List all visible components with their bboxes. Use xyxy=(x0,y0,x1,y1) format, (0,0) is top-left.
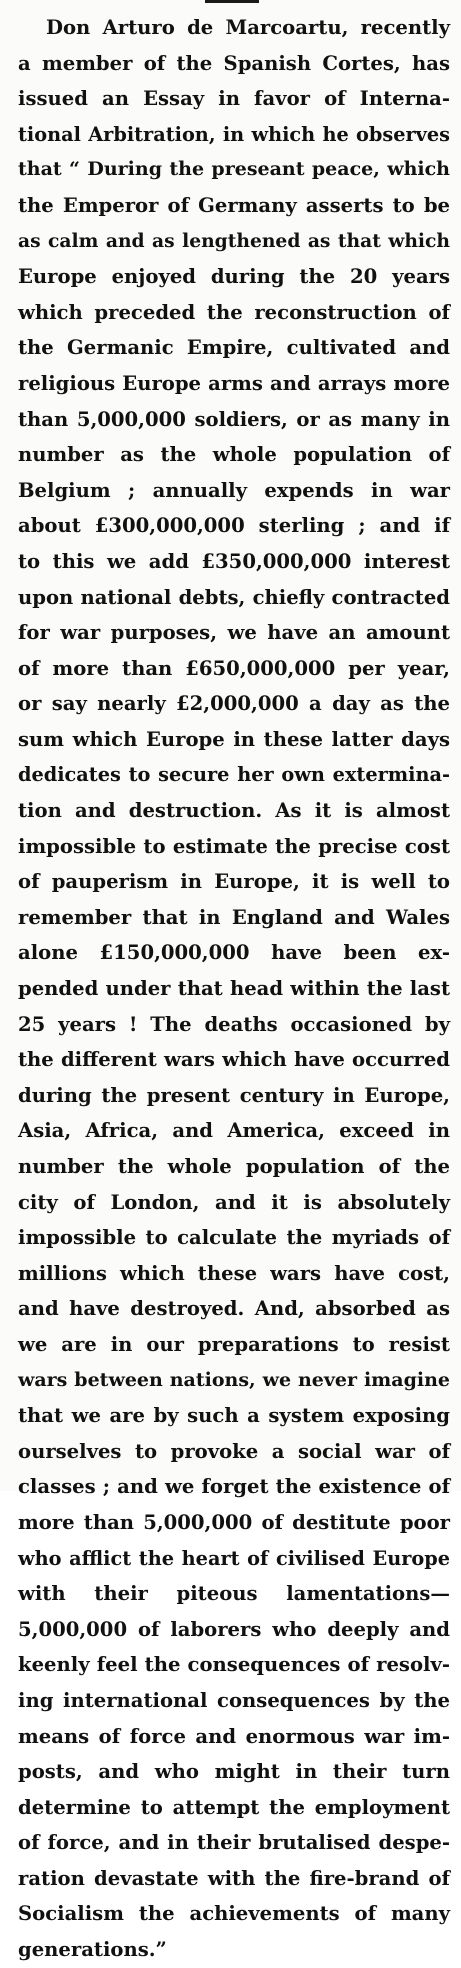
article-line: number as the whole population of xyxy=(18,443,450,467)
article-line: ourselves to provoke a social war of xyxy=(18,1439,450,1463)
article-line: that “ During the preseant peace, which xyxy=(18,158,450,181)
article-line: issued an Essay in favor of Interna- xyxy=(18,87,450,111)
article-line: alone £150,000,000 have been ex- xyxy=(18,941,450,965)
article-line: tion and destruction. As it is almost xyxy=(18,799,450,823)
article-line: Europe enjoyed during the 20 years xyxy=(18,265,450,289)
article-line: number the whole population of the xyxy=(18,1155,450,1178)
article-line: during the present century in Europe, xyxy=(18,1083,450,1107)
article-line: who afflict the heart of civilised Europe xyxy=(18,1546,450,1570)
article-line: for war purposes, we have an amount xyxy=(18,621,450,645)
article-line: 25 years ! The deaths occasioned by xyxy=(18,1012,450,1036)
article-line: as calm and as lengthened as that which xyxy=(18,229,450,252)
article-line: upon national debts, chiefly contracted xyxy=(18,585,450,609)
article-line: classes ; and we forget the existence of xyxy=(18,1475,450,1499)
section-rule xyxy=(205,0,259,3)
article-line: dedicates to secure her own extermina- xyxy=(18,763,450,787)
article-line: with their piteous lamentations— xyxy=(18,1582,450,1606)
article-line: the Emperor of Germany asserts to be xyxy=(18,193,450,217)
article-line: of pauperism in Europe, it is well to xyxy=(18,870,450,894)
article-line: Asia, Africa, and America, exceed in xyxy=(18,1119,450,1143)
article-line: religious Europe arms and arrays more xyxy=(18,371,450,395)
article-line: to this we add £350,000,000 interest xyxy=(18,549,450,573)
article-line: which preceded the reconstruction of xyxy=(18,300,450,324)
article-line: Socialism the achievements of many xyxy=(18,1902,450,1926)
article-line: and have destroyed. And, absorbed as xyxy=(18,1297,450,1321)
article-line: of more than £650,000,000 per year, xyxy=(18,656,450,680)
article-line: sum which Europe in these latter days xyxy=(18,727,450,751)
article-line: 5,000,000 of laborers who deeply and xyxy=(18,1617,450,1641)
article-line: Belgium ; annually expends in war xyxy=(18,478,450,502)
article-line: wars between nations, we never imagine xyxy=(18,1368,450,1391)
article-line: or say nearly £2,000,000 a day as the xyxy=(18,692,450,716)
article-line: generations.” xyxy=(18,1938,167,1962)
article-line: tional Arbitration, in which he observes xyxy=(18,122,450,146)
article-line: pended under that head within the last xyxy=(18,977,450,1001)
article-line: a member of the Spanish Cortes, has xyxy=(18,51,450,75)
article-line: millions which these wars have cost, xyxy=(18,1261,450,1285)
article-line: ing international consequences by the xyxy=(18,1688,450,1712)
article-line: the Germanic Empire, cultivated and xyxy=(18,336,450,360)
article-line: ration devastate with the fire-brand of xyxy=(18,1866,450,1890)
article-line: remember that in England and Wales xyxy=(18,905,450,929)
article-line: than 5,000,000 soldiers, or as many in xyxy=(18,407,450,431)
article-line: that we are by such a system exposing xyxy=(18,1404,450,1428)
article-line: more than 5,000,000 of destitute poor xyxy=(18,1510,450,1534)
article-line: we are in our preparations to resist xyxy=(18,1332,450,1356)
article-line: keenly feel the consequences of resolv- xyxy=(18,1653,450,1677)
article-line: Don Arturo de Marcoartu, recently xyxy=(46,16,450,39)
article-line: means of force and enormous war im- xyxy=(18,1724,450,1748)
article-line: about £300,000,000 sterling ; and if xyxy=(18,514,450,538)
article-line: determine to attempt the employment xyxy=(18,1795,450,1819)
article-line: the different wars which have occurred xyxy=(18,1048,450,1072)
article-line: posts, and who might in their turn xyxy=(18,1760,450,1784)
article-line: city of London, and it is absolutely xyxy=(18,1190,450,1214)
article-line: impossible to calculate the myriads of xyxy=(18,1226,450,1250)
article-column xyxy=(18,10,450,1968)
article-line: of force, and in their brutalised despe- xyxy=(18,1831,450,1855)
article-line: impossible to estimate the precise cost xyxy=(18,834,450,858)
